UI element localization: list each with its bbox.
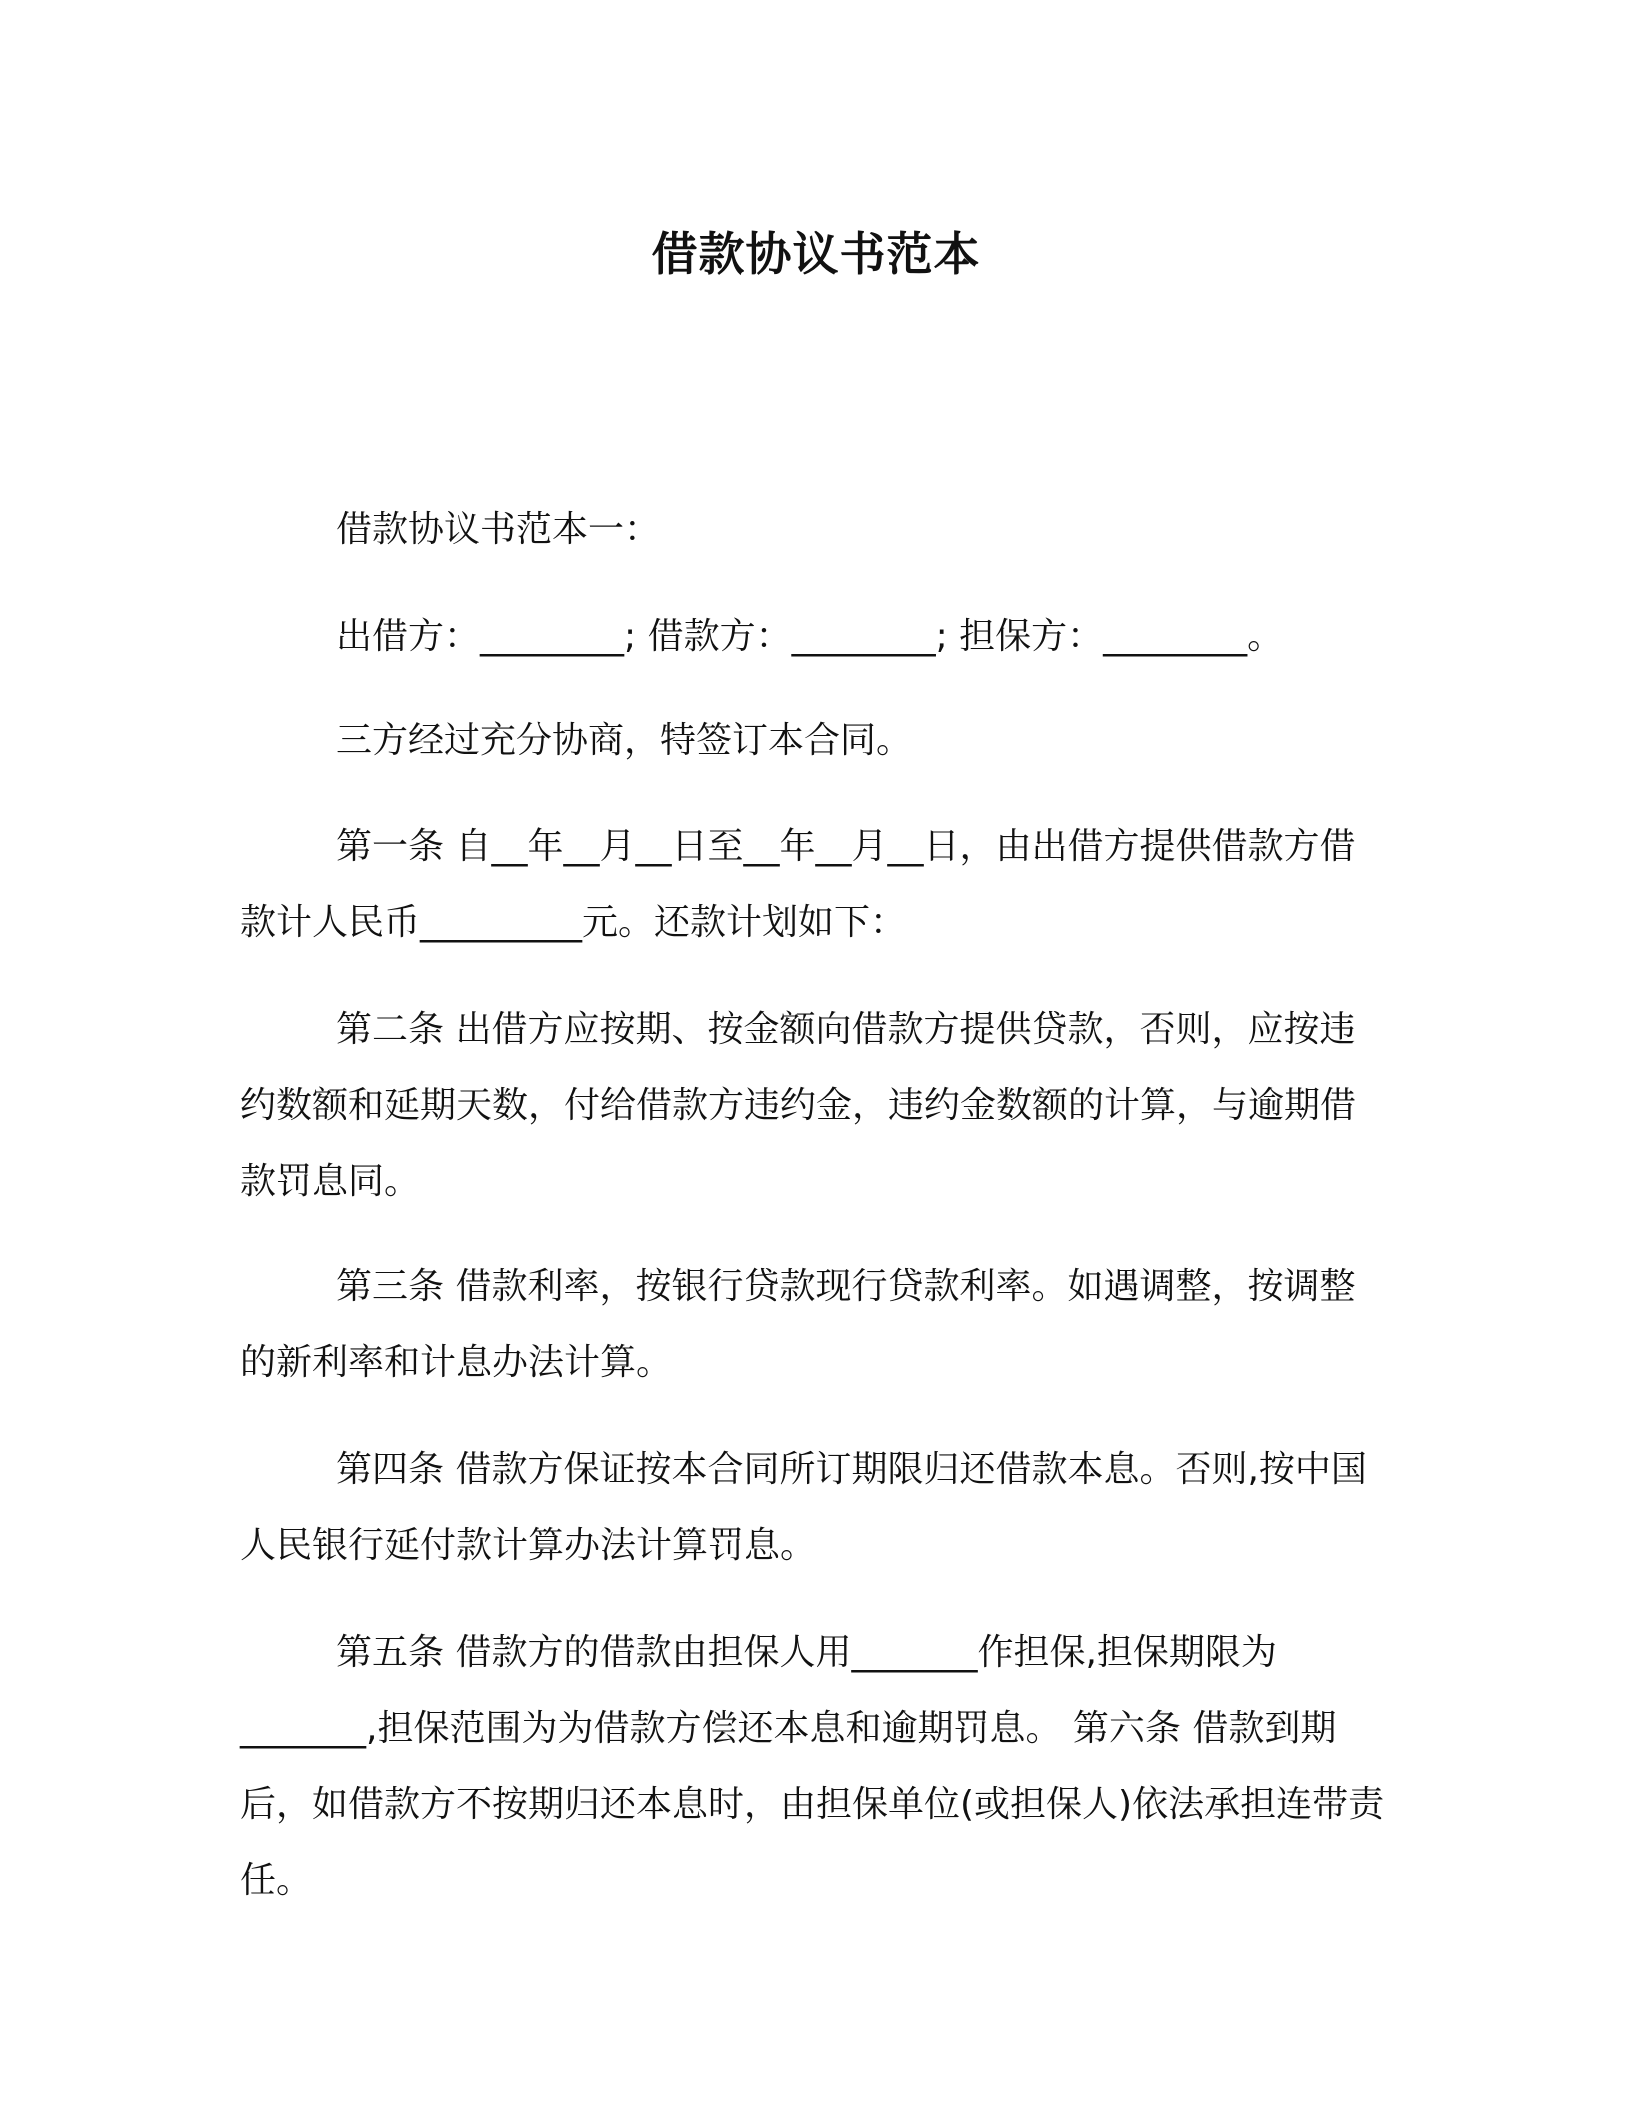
document-title: 借款协议书范本 [651,227,981,281]
paragraph-parties: 出借方：________; 借款方：________; 担保方：________。 [336,616,1284,657]
paragraph-article-5-6: 第五条 借款方的借款由担保人用_______作担保,担保期限为_______,担保范围为为借款方偿还本息和逾期罚息。 第六条 借款到期后，如借款方不按期归还本息时，由担保单位(或担保人)依法承担连带责任。 [240,1632,1385,1901]
paragraph-article-4: 第四条 借款方保证按本合同所订期限归还借款本息。否则,按中国人民银行延付款计算办法计算罚息。 [240,1449,1367,1566]
paragraph-article-2: 第二条 出借方应按期、按金额向借款方提供贷款，否则，应按违约数额和延期天数，付给借款方违约金，违约金数额的计算，与逾期借款罚息同。 [240,1009,1357,1202]
paragraph-article-3: 第三条 借款利率，按银行贷款现行贷款利率。如遇调整，按调整的新利率和计息办法计算。 [240,1266,1356,1383]
paragraph-preamble: 三方经过充分协商，特签订本合同。 [336,720,913,761]
paragraph-article-1: 第一条 自__年__月__日至__年__月__日，由出借方提供借款方借款计人民币_________元。还款计划如下： [240,826,1356,943]
document-body [240,492,1390,1919]
paragraph-heading: 借款协议书范本一： [336,509,661,550]
